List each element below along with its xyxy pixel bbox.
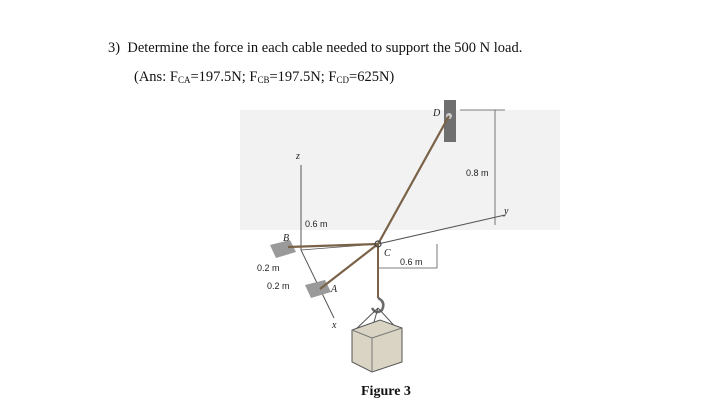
- crate: [352, 320, 402, 372]
- label-b: B: [283, 233, 290, 244]
- problem-number: 3): [108, 40, 121, 56]
- answer-fcd: $F_{CD}=625N$): [328, 69, 395, 85]
- label-a: A: [331, 284, 338, 295]
- label-y-axis: y: [504, 206, 509, 217]
- answer-prefix: (Ans:: [134, 69, 170, 85]
- label-d: D: [433, 108, 441, 119]
- answer-fcb: $F_{CB}=197.5N$;: [249, 69, 329, 85]
- dim-label-3: 0.8 m: [466, 168, 489, 178]
- label-z-axis: z: [296, 151, 300, 162]
- cable-ca: [320, 244, 378, 289]
- label-c: C: [384, 248, 391, 259]
- dim-label-5: 0.2 m: [267, 281, 290, 291]
- figure-caption: Figure 3: [361, 384, 411, 399]
- scan-background: [240, 110, 560, 230]
- problem-text: Determine the force in each cable needed to support the 500 N load.: [127, 40, 523, 56]
- dim-label-2: 0.6 m: [400, 257, 423, 267]
- dim-label-4: 0.2 m: [257, 263, 280, 273]
- label-x-axis: x: [332, 320, 337, 331]
- dim-label-1: 0.6 m: [305, 219, 328, 229]
- answer-fca: $F_{CA}=197.5N$;: [169, 69, 250, 85]
